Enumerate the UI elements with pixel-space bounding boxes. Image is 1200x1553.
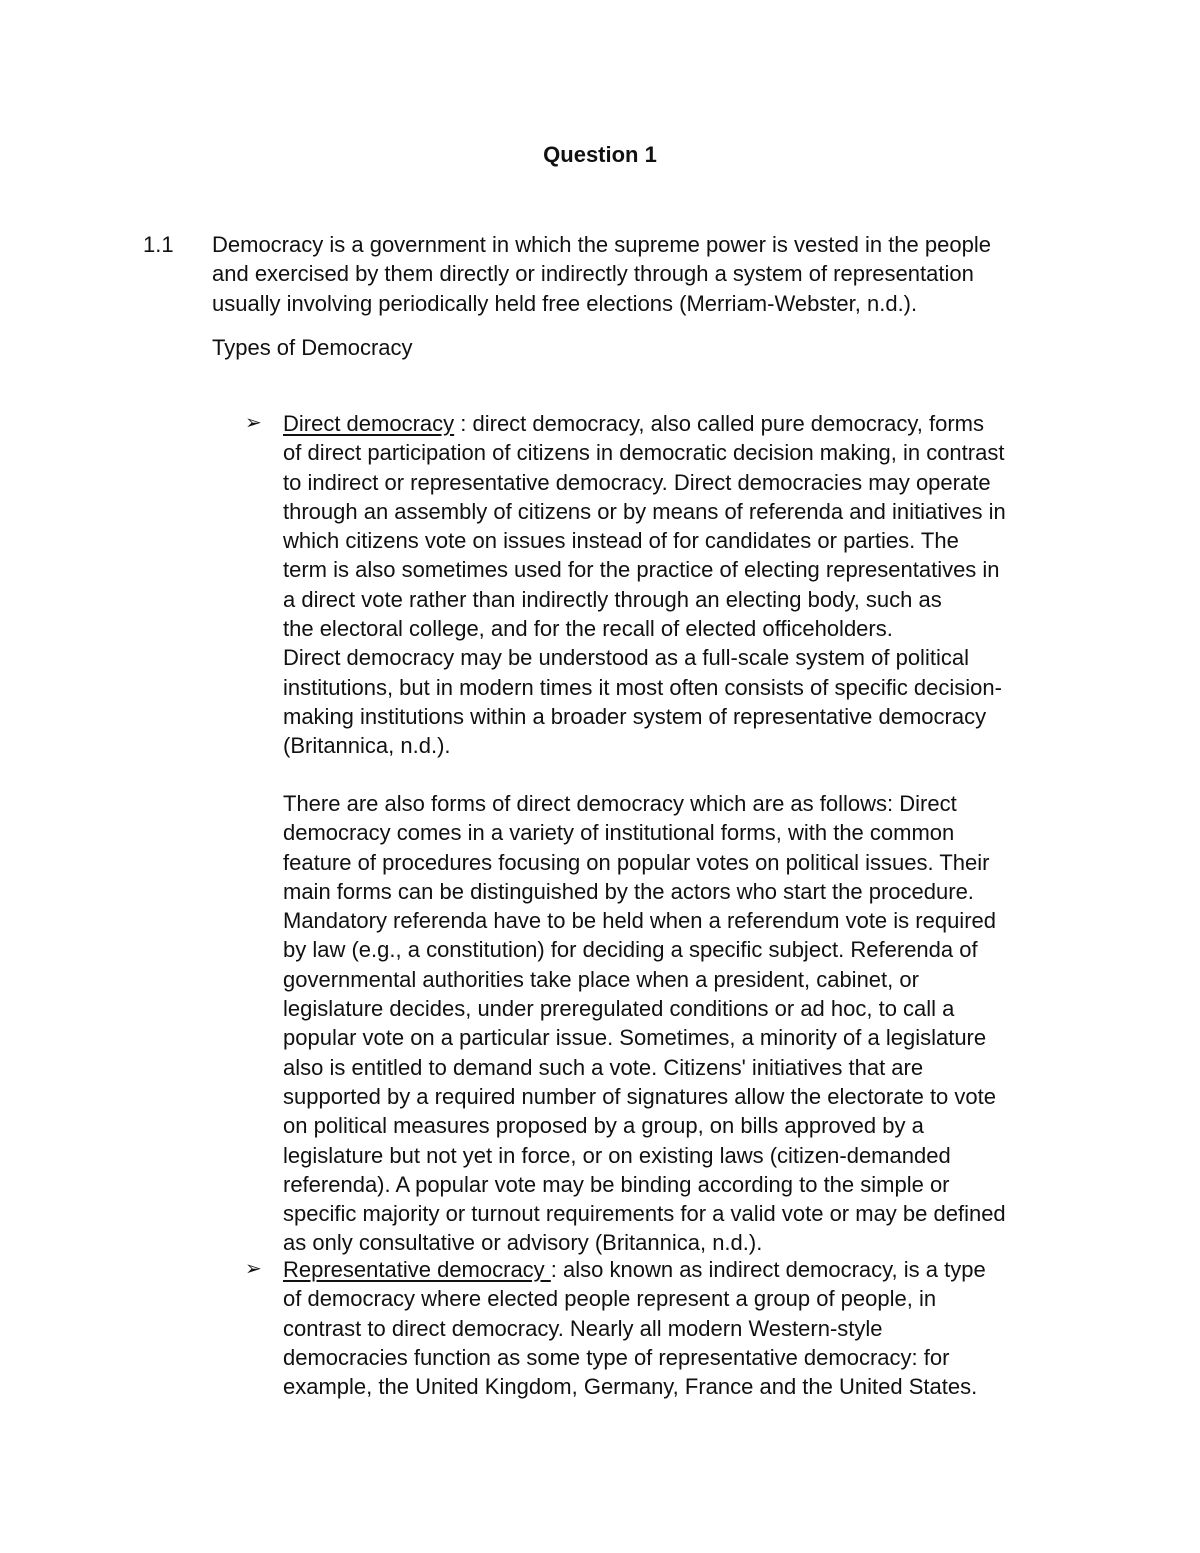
text-line: There are also forms of direct democracy which are as follows: Direct	[283, 791, 957, 816]
text-line: the electoral college, and for the recall of elected officeholders.	[283, 616, 893, 642]
text-line: main forms can be distinguished by the actors who start the procedure.	[283, 878, 974, 904]
text-line: and exercised by them directly or indirectly through a system of representation	[212, 261, 974, 287]
text-line: institutions, but in modern times it most often consists of specific decision-	[283, 674, 1002, 700]
text-line: also is entitled to demand such a vote. Citizens' initiatives that are	[283, 1054, 924, 1080]
text-line: referenda). A popular vote may be binding according to the simple or	[283, 1171, 950, 1197]
text-line: legislature but not yet in force, or on existing laws (citizen-demanded	[283, 1142, 951, 1168]
section-number: 1.1	[143, 232, 174, 257]
text-line: as only consultative or advisory (Britannica, n.d.).	[283, 1230, 763, 1256]
text-line: (Britannica, n.d.).	[283, 733, 451, 759]
text-line: supported by a required number of signatures allow the electorate to vote	[283, 1083, 996, 1109]
representative-democracy-term: Representative democracy	[283, 1257, 551, 1282]
definition-paragraph	[212, 230, 991, 318]
text-line: Democracy is a government in which the supreme power is vested in the people	[212, 232, 991, 257]
text-line: legislature decides, under preregulated conditions or ad hoc, to call a	[283, 996, 955, 1022]
text-line: Mandatory referenda have to be held when a referendum vote is required	[283, 908, 996, 934]
text-line: usually involving periodically held free elections (Merriam-Webster, n.d.).	[212, 290, 918, 316]
text-line: which citizens vote on issues instead of for candidates or parties. The	[283, 528, 959, 554]
text-line-rest: : also known as indirect democracy, is a type	[550, 1257, 986, 1282]
direct-democracy-term: Direct democracy	[283, 411, 455, 436]
text-line: democracy comes in a variety of institutional forms, with the common	[283, 820, 955, 846]
text-line: to indirect or representative democracy. Direct democracies may operate	[283, 469, 991, 495]
types-heading: Types of Democracy	[212, 335, 413, 360]
text-line: Direct democracy may be understood as a full-scale system of political	[283, 645, 969, 671]
text-line	[283, 409, 1006, 438]
arrow-bullet-icon: ➢	[245, 412, 262, 434]
text-line: term is also sometimes used for the practice of electing representatives in	[283, 557, 1000, 583]
text-line: of democracy where elected people represent a group of people, in	[283, 1286, 937, 1312]
representative-democracy-paragraph	[283, 1255, 986, 1401]
text-line: popular vote on a particular issue. Sometimes, a minority of a legislature	[283, 1025, 987, 1051]
text-line: a direct vote rather than indirectly through an electing body, such as	[283, 586, 942, 612]
text-line: specific majority or turnout requirements for a valid vote or may be defined	[283, 1201, 1006, 1227]
text-line: through an assembly of citizens or by means of referenda and initiatives in	[283, 498, 1006, 524]
text-line	[283, 1255, 986, 1284]
text-line: on political measures proposed by a group, on bills approved by a	[283, 1113, 924, 1139]
page-title: Question 1	[543, 142, 657, 167]
direct-democracy-paragraph	[283, 409, 1006, 761]
text-line: of direct participation of citizens in democratic decision making, in contrast	[283, 440, 1005, 466]
text-line: feature of procedures focusing on popular votes on political issues. Their	[283, 849, 990, 875]
text-line: governmental authorities take place when a president, cabinet, or	[283, 966, 919, 992]
text-line: democracies function as some type of representative democracy: for	[283, 1344, 950, 1370]
text-line-rest: : direct democracy, also called pure democracy, forms	[454, 411, 984, 436]
forms-paragraph	[283, 789, 1006, 1258]
text-line: making institutions within a broader system of representative democracy	[283, 703, 987, 729]
text-line: contrast to direct democracy. Nearly all modern Western-style	[283, 1315, 883, 1341]
text-line: by law (e.g., a constitution) for deciding a specific subject. Referenda of	[283, 937, 978, 963]
arrow-bullet-icon: ➢	[245, 1258, 262, 1280]
text-line: example, the United Kingdom, Germany, France and the United States.	[283, 1374, 978, 1400]
